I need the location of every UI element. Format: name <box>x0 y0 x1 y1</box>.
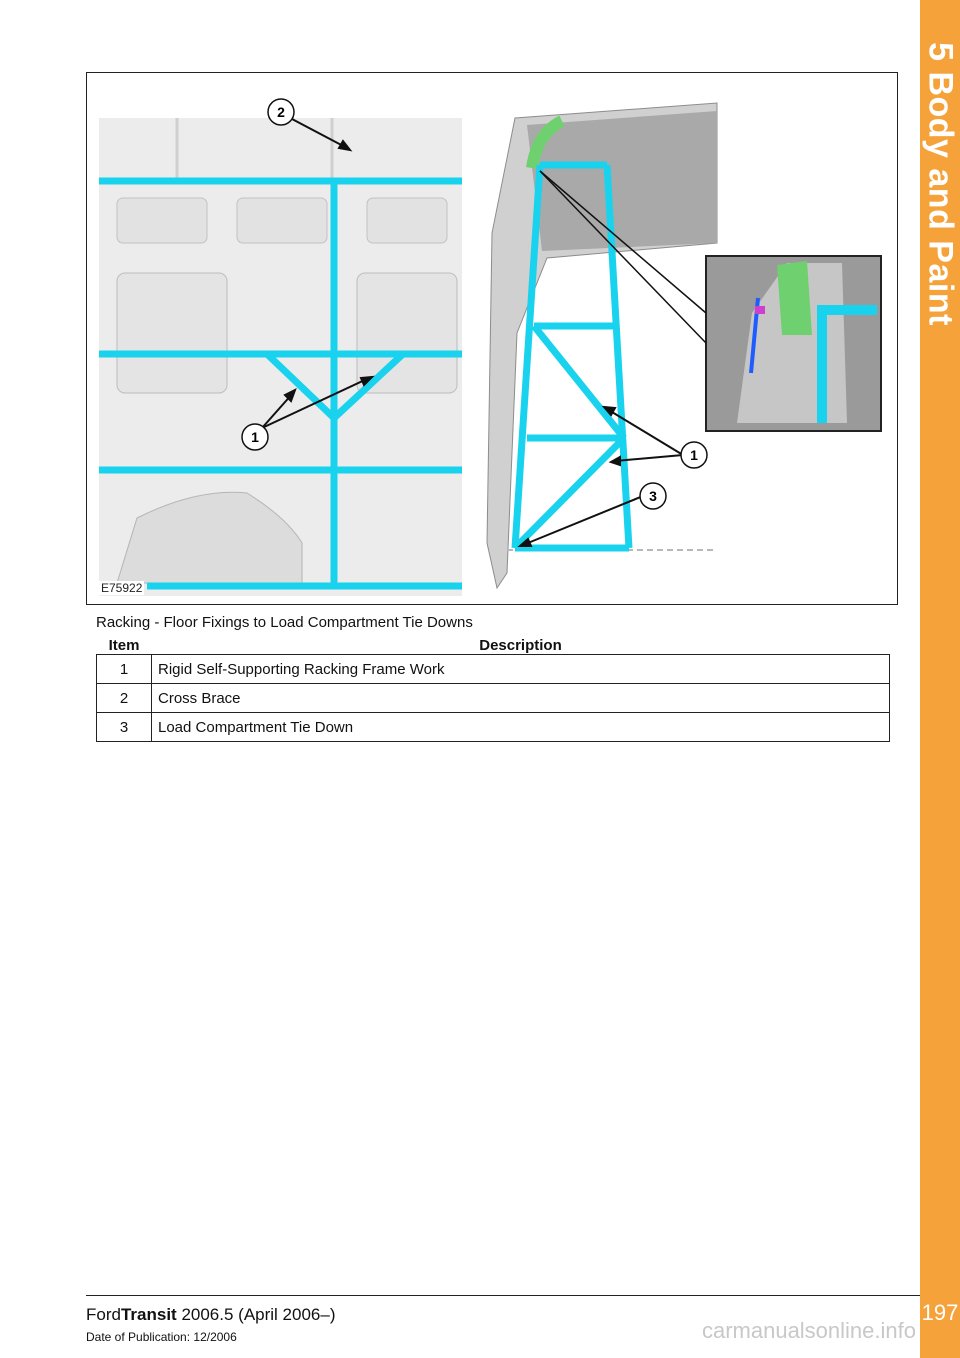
illustration-drawing <box>87 73 899 606</box>
footer-brand: Ford <box>86 1305 121 1324</box>
figure-caption: Racking - Floor Fixings to Load Compartment Tie Downs <box>96 614 473 631</box>
table-row <box>97 713 890 742</box>
publication-date: Date of Publication: 12/2006 <box>86 1330 237 1344</box>
footer-model: Transit <box>120 1305 177 1324</box>
callout-3-label: 3 <box>649 488 657 504</box>
callout-2-label: 2 <box>277 104 285 120</box>
item-number: 1 <box>97 655 152 684</box>
callout-2 <box>268 99 294 125</box>
footer-divider <box>86 1295 920 1296</box>
table-row <box>97 684 890 713</box>
table-row <box>97 655 890 684</box>
item-description: Load Compartment Tie Down <box>152 713 890 742</box>
callout-1-right <box>681 442 707 468</box>
header-item: Item <box>108 636 140 654</box>
footer-title <box>86 1305 336 1325</box>
header-description: Description <box>479 636 562 654</box>
item-number: 2 <box>97 684 152 713</box>
item-table <box>96 636 890 742</box>
racking-illustration <box>86 72 898 605</box>
callout-1-left <box>242 424 268 450</box>
callout-1-left-label: 1 <box>251 429 259 445</box>
item-description: Cross Brace <box>152 684 890 713</box>
item-number: 3 <box>97 713 152 742</box>
callout-1-right-label: 1 <box>690 447 698 463</box>
watermark: carmanualsonline.info <box>701 1318 916 1343</box>
section-title: 5 Body and Paint <box>921 42 960 326</box>
table-header-row <box>97 636 890 655</box>
page-number: 197 <box>921 1300 959 1325</box>
item-description: Rigid Self-Supporting Racking Frame Work <box>152 655 890 684</box>
footer-edition: 2006.5 (April 2006–) <box>176 1305 336 1324</box>
callout-3 <box>640 483 666 509</box>
figure-id: E75922 <box>101 581 143 595</box>
